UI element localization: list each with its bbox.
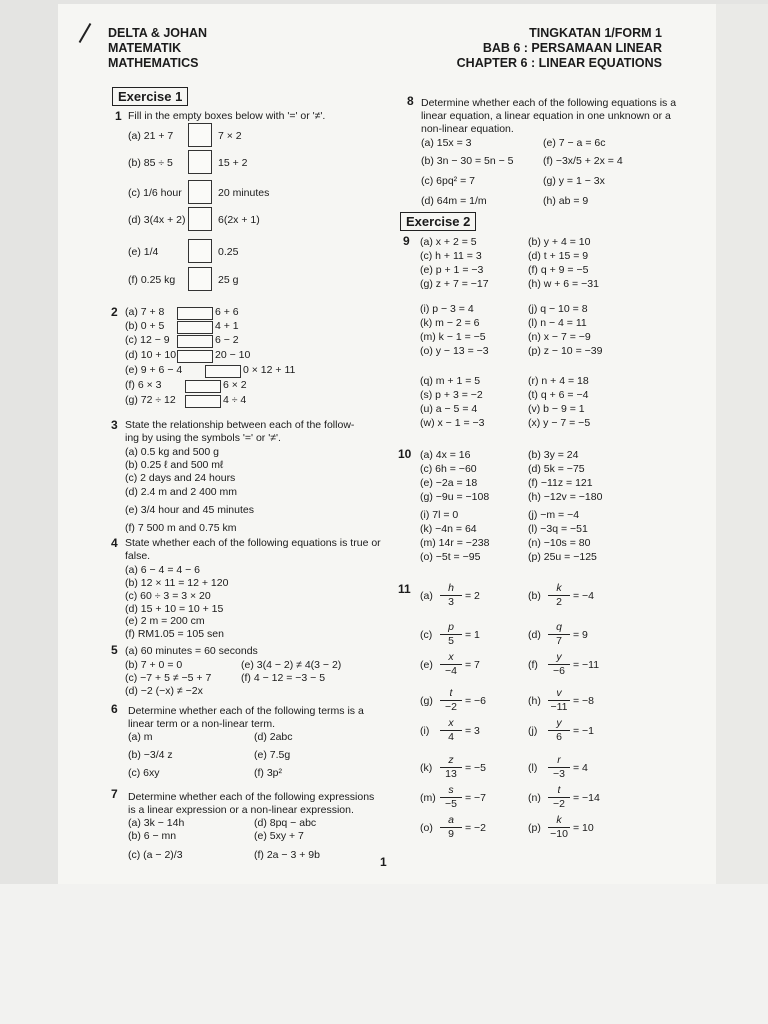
answer-box[interactable] [188,207,212,231]
item-text: (f) −11z = 121 [528,477,593,489]
item-text: non-linear equation. [421,123,514,135]
denominator: −10 [550,828,568,840]
item-text: linear equation, a linear equation in one unknown or a [421,110,671,122]
fraction [548,651,570,678]
background-below-page [0,884,768,1024]
item-text: (n) x − 7 = −9 [528,331,591,343]
numerator: k [548,582,570,596]
item-left: (f) 6 × 3 [125,379,162,391]
item-text: (f) 4 − 12 = −3 − 5 [241,672,326,684]
item-left: (b) 85 ÷ 5 [128,157,173,169]
denominator: 5 [448,635,454,647]
item-right: 6 × 2 [223,379,247,391]
item-text: State whether each of the following equations is true or [125,537,381,549]
answer-box[interactable] [205,365,241,378]
denominator: −6 [553,665,565,677]
item-right: 25 g [218,274,239,286]
header-left [108,26,207,71]
item-left: (e) 1/4 [128,246,159,258]
fraction [440,717,462,744]
numerator: a [440,814,462,828]
item-text: Determine whether each of the following expressions [128,791,375,803]
answer-box[interactable] [177,335,213,348]
subject-malay: MATEMATIK [108,41,182,55]
question-number: 6 [111,702,118,716]
item-left: (e) 9 + 6 − 4 [125,364,183,376]
item-text: (a) x + 2 = 5 [420,236,477,248]
item-text: (l) n − 4 = 11 [528,317,587,329]
item-left: (a) 7 + 8 [125,306,165,318]
item-text: (o) −5t = −95 [420,551,481,563]
denominator: 4 [448,731,454,743]
item-left: (a) 21 + 7 [128,130,174,142]
item-text: State the relationship between each of the follow- [125,419,355,431]
numerator: z [440,754,462,768]
publisher: DELTA & JOHAN [108,26,208,40]
header-right [440,26,662,71]
item-text: (g) y = 1 − 3x [543,175,605,187]
item-text: (g) [420,695,433,707]
item-text: (c) [420,629,433,641]
question-number: 11 [398,582,411,596]
item-text: = −5 [465,762,487,774]
item-text: = 4 [573,762,588,774]
item-text: (f) q + 9 = −5 [528,264,589,276]
item-text: (e) 7.5g [254,749,291,761]
item-text: (h) w + 6 = −31 [528,278,599,290]
item-right: 4 + 1 [215,320,239,332]
item-text: (i) [420,725,430,737]
fraction [548,621,570,648]
denominator: 2 [556,596,562,608]
answer-box[interactable] [188,180,212,204]
item-text: = −11 [573,659,600,671]
question-number: 1 [115,109,122,123]
item-text: (c) h + 11 = 3 [420,250,482,262]
list-item: (c) 60 ÷ 3 = 3 × 20 [125,590,211,602]
numerator: x [440,717,462,731]
item-text: (d) 2abc [254,731,293,743]
item-text: (c) 6xy [128,767,160,779]
denominator: 9 [448,828,454,840]
item-right: 6 + 6 [215,306,239,318]
subject-english: MATHEMATICS [108,56,199,70]
item-text: (p) [528,822,541,834]
item-text: (l) −3q = −51 [528,523,588,535]
question-number: 5 [111,643,118,657]
item-text: (h) [528,695,541,707]
item-left: (g) 72 ÷ 12 [125,394,176,406]
item-text: (c) (a − 2)/3 [128,849,183,861]
denominator: −3 [553,768,565,780]
exercise-2-heading: Exercise 2 [400,212,476,231]
denominator: 7 [556,635,562,647]
answer-box[interactable] [188,123,212,147]
denominator: 6 [556,731,562,743]
item-left: (c) 1/6 hour [128,187,182,199]
item-text: (s) p + 3 = −2 [420,389,483,401]
question-number: 4 [111,536,118,550]
item-text: (c) −7 + 5 ≠ −5 + 7 [125,672,212,684]
page-edge [716,4,768,884]
fraction [548,717,570,744]
item-text: is a linear expression or a non-linear expression. [128,804,354,816]
item-text: (m) k − 1 = −5 [420,331,486,343]
list-item: (b) 12 × 11 = 12 + 120 [125,577,229,589]
denominator: 3 [448,596,454,608]
item-text: (b) 3n − 30 = 5n − 5 [421,155,514,167]
item-text: (n) −10s = 80 [528,537,591,549]
item-left: (d) 3(4x + 2) [128,214,186,226]
answer-box[interactable] [177,307,213,320]
item-text: = 1 [465,629,480,641]
item-text: (t) q + 6 = −4 [528,389,589,401]
item-text: (e) 7 − a = 6c [543,137,606,149]
item-text: (x) y − 7 = −5 [528,417,591,429]
denominator: 13 [445,768,457,780]
item-text: (a) m [128,731,153,743]
item-text: (d) −2 (−x) ≠ −2x [125,685,203,697]
item-text: (v) b − 9 = 1 [528,403,585,415]
item-text: (j) q − 10 = 8 [528,303,588,315]
item-text: (f) 3p² [254,767,283,779]
answer-box[interactable] [185,395,221,408]
item-text: linear term or a non-linear term. [128,718,276,730]
fraction [548,784,570,811]
item-text: (p) 25u = −125 [528,551,597,563]
chapter-english: CHAPTER 6 : LINEAR EQUATIONS [456,56,662,70]
fraction [440,754,462,781]
item-text: (b) 6 − mn [128,830,177,842]
item-text: (q) m + 1 = 5 [420,375,481,387]
item-text: (c) 6pq² = 7 [421,175,475,187]
page-number: 1 [380,855,387,869]
item-text: (f) −3x/5 + 2x = 4 [543,155,623,167]
item-text: (n) [528,792,541,804]
item-text: (d) 64m = 1/m [421,195,487,207]
item-text: (r) n + 4 = 18 [528,375,589,387]
item-right: 6 − 2 [215,334,239,346]
item-left: (d) 10 + 10 [125,349,177,361]
item-text: = −6 [465,695,487,707]
item-text: (d) 5k = −75 [528,463,585,475]
question-number: 2 [111,305,118,319]
item-text: (i) 7l = 0 [420,509,459,521]
list-item: (a) 0.5 kg and 500 g [125,446,219,458]
answer-box[interactable] [188,150,212,174]
fraction [440,784,462,811]
list-item: (e) 3/4 hour and 45 minutes [125,504,254,516]
fraction [440,687,462,714]
item-text: (e) 3(4 − 2) ≠ 4(3 − 2) [241,659,342,671]
item-text: (h) ab = 9 [543,195,589,207]
item-text: (d) t + 15 = 9 [528,250,589,262]
answer-box[interactable] [177,350,213,363]
numerator: k [548,814,570,828]
fraction [548,754,570,781]
item-text: = −1 [573,725,595,737]
numerator: y [548,717,570,731]
item-text: = 2 [465,590,480,602]
item-text: (b) 3y = 24 [528,449,579,461]
numerator: p [440,621,462,635]
item-right: 0 × 12 + 11 [243,364,296,376]
item-text: (e) 5xy + 7 [254,830,304,842]
item-right: 4 ÷ 4 [223,394,247,406]
numerator: s [440,784,462,798]
item-text: Determine whether each of the following equations is a [421,97,677,109]
item-text: (k) m − 2 = 6 [420,317,480,329]
numerator: y [548,651,570,665]
denominator: −2 [445,701,457,713]
item-text: ing by using the symbols '=' or '≠'. [125,432,281,444]
item-text: (i) p − 3 = 4 [420,303,474,315]
fraction [548,582,570,609]
item-left: (c) 12 − 9 [125,334,170,346]
item-text: = 10 [573,822,594,834]
item-text: (p) z − 10 = −39 [528,345,603,357]
list-item: (f) RM1.05 = 105 sen [125,628,224,640]
item-text: (a) 15x = 3 [421,137,472,149]
list-item: (c) 2 days and 24 hours [125,472,236,484]
numerator: x [440,651,462,665]
question-text: Fill in the empty boxes below with '=' or '≠'. [128,110,326,122]
answer-box[interactable] [177,321,213,334]
item-text: (e) [420,659,433,671]
item-text: (k) −4n = 64 [420,523,477,535]
item-text: (a) 60 minutes = 60 seconds [125,645,258,657]
item-text: = −7 [465,792,487,804]
item-text: = 3 [465,725,480,737]
item-text: (h) −12v = −180 [528,491,603,503]
numerator: t [548,784,570,798]
item-text: (w) x − 1 = −3 [420,417,485,429]
item-text: = 9 [573,629,588,641]
item-text: Determine whether each of the following terms is a [128,705,364,717]
item-text: = −4 [573,590,595,602]
list-item: (d) 15 + 10 = 10 + 15 [125,603,224,615]
fraction [440,651,462,678]
item-text: (a) [420,590,433,602]
item-text: (d) 8pq − abc [254,817,317,829]
denominator: −11 [550,701,568,713]
item-text: (b) [528,590,541,602]
item-text: = 7 [465,659,480,671]
item-text: (m) 14r = −238 [420,537,490,549]
fraction [548,814,570,841]
answer-box[interactable] [188,267,212,291]
list-item: (f) 7 500 m and 0.75 km [125,522,237,534]
answer-box[interactable] [188,239,212,263]
item-text: (a) 4x = 16 [420,449,471,461]
item-right: 0.25 [218,246,239,258]
numerator: r [548,754,570,768]
item-text: = −2 [465,822,487,834]
item-text: (g) z + 7 = −17 [420,278,489,290]
item-text: (f) 2a − 3 + 9b [254,849,320,861]
numerator: q [548,621,570,635]
fraction [440,621,462,648]
chapter-malay: BAB 6 : PERSAMAAN LINEAR [482,41,662,55]
fraction [548,687,570,714]
fraction [440,814,462,841]
item-text: (e) p + 1 = −3 [420,264,484,276]
item-text: (k) [420,762,433,774]
item-text: (e) −2a = 18 [420,477,478,489]
denominator: −4 [445,665,457,677]
fraction [440,582,462,609]
item-text: (j) −m = −4 [528,509,580,521]
denominator: −2 [553,798,565,810]
list-item: (e) 2 m = 200 cm [125,615,205,627]
item-text: (b) −3/4 z [128,749,173,761]
item-text: (d) [528,629,541,641]
exercise-1-heading: Exercise 1 [112,87,188,106]
item-text: (g) −9u = −108 [420,491,490,503]
item-left: (b) 0 + 5 [125,320,165,332]
denominator: −5 [445,798,457,810]
form-label: TINGKATAN 1/FORM 1 [529,26,662,40]
item-text: (o) y − 13 = −3 [420,345,489,357]
question-number: 3 [111,418,118,432]
item-text: (b) y + 4 = 10 [528,236,591,248]
list-item: (d) 2.4 m and 2 400 mm [125,486,238,498]
item-text: (b) 7 + 0 = 0 [125,659,183,671]
question-number: 9 [403,234,410,248]
item-right: 7 × 2 [218,130,242,142]
question-number: 10 [398,447,412,461]
numerator: v [548,687,570,701]
numerator: h [440,582,462,596]
item-right: 6(2x + 1) [218,214,260,226]
list-item: (a) 6 − 4 = 4 − 6 [125,564,201,576]
item-right: 20 minutes [218,187,270,199]
item-text: (u) a − 5 = 4 [420,403,478,415]
question-number: 8 [407,94,414,108]
question-number: 7 [111,787,118,801]
item-text: (m) [420,792,436,804]
numerator: t [440,687,462,701]
item-right: 15 + 2 [218,157,248,169]
item-text: (j) [528,725,538,737]
item-text: = −8 [573,695,595,707]
item-text: = −14 [573,792,600,804]
item-text: (c) 6h = −60 [420,463,477,475]
item-text: (f) [528,659,538,671]
list-item: (b) 0.25 ℓ and 500 mℓ [125,459,224,471]
item-right: 20 − 10 [215,349,251,361]
item-text: (a) 3k − 14h [128,817,185,829]
item-text: false. [125,550,151,562]
item-text: (l) [528,762,538,774]
answer-box[interactable] [185,380,221,393]
item-text: (o) [420,822,433,834]
item-left: (f) 0.25 kg [128,274,176,286]
